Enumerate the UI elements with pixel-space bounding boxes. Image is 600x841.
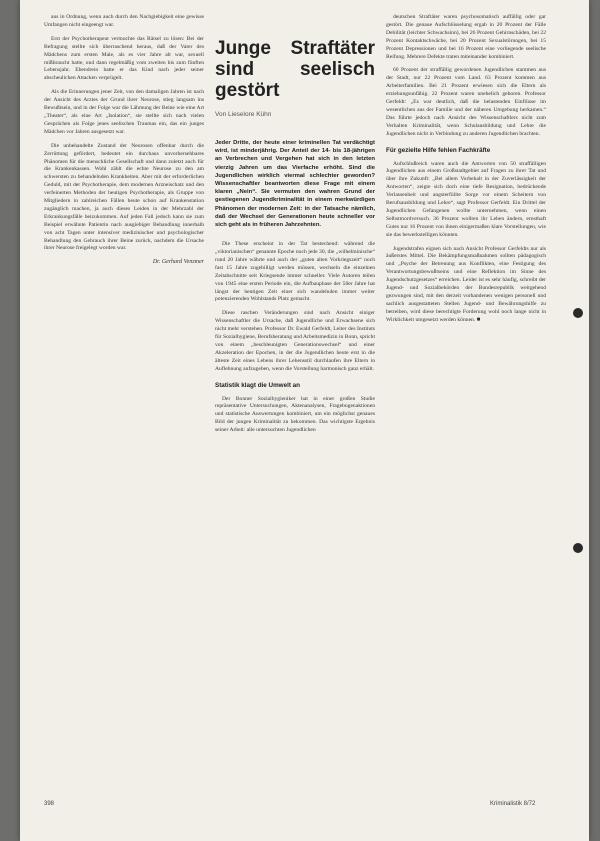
body-paragraph: Die These erscheint in der Tat bestechend: während die „viktorianischen“ genannte Epoche noch jede 30, die „wilhelminische“ rund 20 Jahre währte und auch der „guten alten Vorkriegszeit“ noch fast 15 Jahre zugebilligt werden müssen, wechseln die einzelnen Zeitabschnitte seit Kriegsende immer schneller. Viele Autoren teilen von 1945 eine ersten Periode ein, die Aufbauphase der 50er Jahre hat längst der heutigen Zeit einer sich wandelnden immer weiter potenzierenden Wohlstands Platz gemacht. [215,241,375,303]
body-paragraph: Erst der Psychotherapeut vermochte das Rätsel zu lösen: Bei der Befragung stellte sich überraschend heraus, daß der Vater des Mädchens zum ersten Male, als es vier Jahre alt war, sexuell mißbraucht hatte, und dann regelmäßig vom zweiten bis zum fünften Lebensjahr. Ebendrein hatte er das Kind nach jeder seiner abscheulichen Attacken verprügelt. [44,35,204,82]
body-paragraph: Als die Erinnerungen jener Zeit, von den damaligen Jahren ist nach der Ansicht des Arztes der Grund ihrer Neurose, stieg langsam ins Bewußtsein, und in der Folge war die Lähmung der Beine wie eine Art „Theater“, als eine Art „Isolation“, sie stellte sich nach vielen Gesprächen als Folge jenes seelischen Traumas ein, das ein junges Mädchen vor Jahren ausgesetzt war. [44,89,204,135]
left-column [44,14,204,267]
section-subhead: Statistik klagt die Umwelt an [215,381,301,389]
article-lead: Jeder Dritte, der heute einer kriminellen Tat verdächtigt wird, ist minderjährig. Der Anteil der 14- bis 18-jährigen an Verbrechen und Vergehen hat sich in den letzten vierzig Jahren um das Vierfache erhöht. Sind die Jugendlichen wirklich viermal schlechter geworden? Wissenschaftler beantworten diese Frage mit einem klaren „Nein“. Sie vermuten den wahren Grund der gestiegenen Jugendkriminalität in einem merkwürdigen Phänomen der modernen Zeit: in der Tatsache nämlich, daß der Wechsel der Generationen heute schneller vor sich geht als in früheren Jahrzehnten. [215,139,375,228]
body-paragraph: 60 Prozent der straffällig gewordenen Jugendlichen stammen aus der Stadt, nur 22 Prozent vom Land. 63 Prozent kommen aus Arbeiterfamilien. Bei 21 Prozent erwiesen sich die Eltern als erziehungsunfähig. 22 Prozent waren unehelich geboren. Professor Gerfeldt: „Es war deutlich, daß die belastenden Einflüsse im wesentlichen aus der Familie und der näheren Umgebung herkamen.“ Das führte jedoch nach Ansicht des Wissenschaftlers nicht zum Verhalten Kriminalität, wenn Schulausbildung und Lehre die Jugendlichen nicht in Verbindung zu anderen Jugendlichen brachten. [386,67,546,137]
section-subhead: Für gezielte Hilfe fehlen Fachkräfte [386,146,491,154]
right-column [386,14,546,331]
body-paragraph: Diese raschen Veränderungen sind nach Ansicht einiger Wissenschaftler die Ursache, daß Jugendliche und Erwachsene sich nicht mehr verstehen. Professor Dr. Ewald Gerfeldt, Leiter des Instituts für Sozialhygiene, Berufsberatung und Arbeitsmedizin in Bonn, spricht von einem „beschleunigten Generationswechsel“ und einer Akzeleration der Epochen, in der die Jugendlichen heute erst in die älteste Zeit eines Lebens ihrer Lebensstil durchlaufen ihre Eltern in Auflehnung aufzugeben, wenn die Vorstellung harmonisch ganz erhält. [215,310,375,372]
article-headline: Junge Straftäter sind seelisch gestört [215,38,375,101]
body-paragraph [386,246,546,325]
body-paragraph: aus in Ordnung, wenn auch durch den Nachgiebigkeit eine gewisse Umfangen nicht eingeengt war. [44,14,204,28]
magazine-page [20,0,589,841]
page-number: 398 [44,801,55,807]
middle-column [215,38,375,441]
body-paragraph-text: Jugendstrafen eignen sich nach Ansicht Professor Gerfeldts nur als äußerstes Mittel. Die Bekämpfungsmaßnahmen sollten pädagogisch und „Psyche der Betreuung aus Konflikten, eine Festigung des Verantwortungsbewußtseins und eine Reflektion im Sinne des Jugendschutzgesetzes“ erreichen. Leider ist es sehr häufig, schreibt der Jugend- und Sozialbehörden der Bundesrepublik weitgehend gezwungen sind, mit den derzeit vorhandenen wenigen personell und sachlich ausgestatteten Stellen Jugend- und Bewährungshilfe zu betreiben, wird diese berechtigte Forderung wohl noch lange nicht in Wirklichkeit umgesetzt werden können. [386,245,546,323]
article-byline: Von Lieselore Kühn [215,111,272,118]
body-paragraph: Die unbehandelte Zustand der Neurosen offenbar durch die Zerrüttung gefördert, bedeutet ein durchaus unvorhersehbares Phänomen für die menschliche Gesellschaft und dann zuletzt auch für die Krankenkassen. Wohl zählt die echte Neurose zu den am schwersten zu behandelnden Krankheiten. Aber mit der erforderlichen Geduld, mit der Psychotherapie, dem modernen Arzneischatz und den verfeinerten Methoden der heutigen Psychotherapie, als Gruppe von Mitgliedern in zahlreichen Fällen heute schon auf Krankenstation zugänglich machen, ja auch dieses Leiden in der Mehrzahl der Erkrankungsfälle beizukommen. Auf jeden Fall jedoch kann sie zum Beispiel erwähnte Patientin nach ausgiebiger Behandlung innerhalb von acht Tagen unter intensiver medizinischer und psychologischer Behandlung den Gebrauch ihrer Beine zurück, nachdem die Ursache ihrer Neurose freigelegt worden war. [44,142,204,252]
publication-footer: Kriminalistik 8/72 [490,801,536,807]
punch-hole-icon [573,308,583,318]
body-paragraph: Aufschlußreich waren auch die Antworten von 50 straffälligen Jugendlichen aus einem Großstadtgebiet auf Fragen zu ihrer Tat und über ihre Zukunft: „Bei allem Vorbehalt in der Zuverlässigkeit der Antworten“, zeigte sich doch eine tiefe Resignation, bedrückende Verlassenheit und angsterfüllte Sorge vor einem Scheitern von Berufsausbildung und Lehre“, sagt Professor Gerfeldt. Ein Drittel der Jugendlichen Gefangenen wollte unternehmen, wenn einen Selbstmordversuch. 36 Prozent wollten ihr Leben ändern, ernsthaft Gutes nur 16 Prozent von ihnen einigermaßen klare Vorstellungen, wie sie das bewerkstelligen könnten. [386,160,546,238]
end-mark-icon: ■ [476,316,481,323]
author-signature: Dr. Gerhard Venzmer [152,259,204,266]
punch-hole-icon [573,543,583,553]
body-paragraph: deutschen Straftäter waren psychosomatisch auffällig oder gar gestört. Die genaue Aufschlüsselung ergab in 20 Prozent der Fälle Debilität (leichter Schwachsinn), bei 26 Prozent Gehirnschäden, bei 22 Prozent Kontaktschwäche, bei 20 Prozent Sexualstörungen, bei 15 Prozent Depressionen und bei 16 Prozent eine vorliegende seelische Reifung. Mehrere Defekte traten miteinander kombiniert. [386,14,546,60]
body-paragraph: Der Bonner Sozialhygieniker hat in einer großen Studie repräsentative Untersuchungen, Aktenanalysen, Fragebogenaktionen und statistische Auswertungen kombiniert, um ein möglichst genaues Bild der jungen Kriminalität zu bekommen. Das wichtigste Ergebnis seiner Arbeit: alle untersuchten Jugendlichen [215,395,375,434]
